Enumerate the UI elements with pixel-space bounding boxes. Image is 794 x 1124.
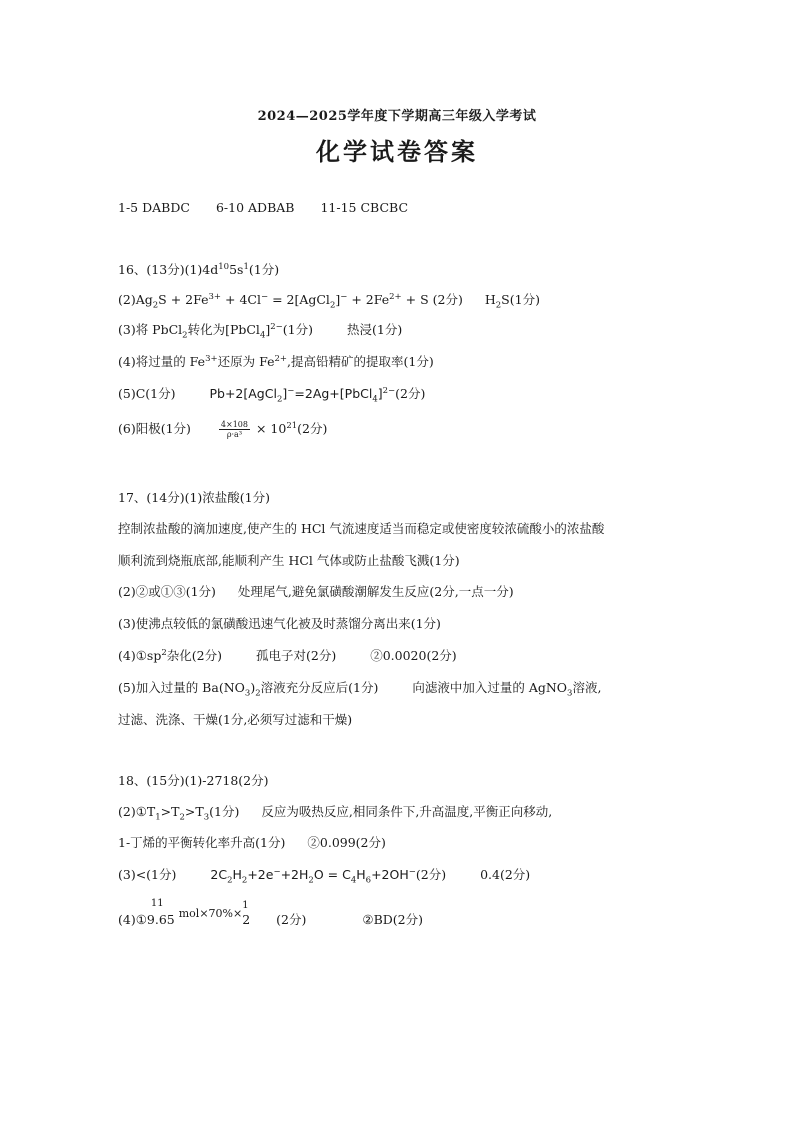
q18-header: 18、(15分)(1)-2718(2分)	[118, 773, 269, 788]
page-title: 化学试卷答案	[316, 137, 478, 166]
q18-part4: (4)① 11 9.65 mol×70%× 1 2 (2分) ②BD(2分)	[118, 898, 423, 927]
mc-group3-answers: CBCBC	[360, 200, 409, 215]
mc-group2-answers: ADBAB	[248, 200, 295, 215]
q16-part4: (4)将过量的 $Fe^{3+}$还原为 $Fe^{2+}$,提高铅精矿的提取率(1分)	[118, 353, 434, 369]
mc-group3-label: 11-15	[320, 200, 357, 215]
q16-part6: (6)阳极(1分) $\frac{4\times 108}{\text{ρ·a³}}$ × $10^{21}(2$分)	[118, 420, 328, 439]
mc-group2-label: 6-10	[215, 200, 245, 215]
mc-group1-label: 1-5	[118, 200, 139, 215]
exam-subtitle: 2024—2025学年度下学期高三年级入学考试	[257, 109, 537, 124]
q17-part3: (3)使沸点较低的氯磺酸迅速气化被及时蒸馏分离出来(1分)	[118, 616, 441, 631]
mc-group1-answers: DABDC	[142, 200, 190, 215]
q18-fraction-half: 1 2	[242, 900, 251, 927]
q17-header: 17、(14分)(1)浓盐酸(1分)	[118, 490, 270, 505]
q18-part2: $(2)①T_1>T_2>T_3(1$分) 反应为吸热反应,相同条件下,升高温度,平衡正向移动,	[118, 804, 553, 823]
q18-fraction-11: 11 9.65	[146, 898, 175, 927]
q16-part3: (3)将 PbCl$_2$转化为[PbCl$_4$]$^{2-}$(1分) 热浸(1分)	[118, 321, 403, 341]
q17-line3: 顺利流到烧瓶底部,能顺利产生 HCl 气体或防止盐酸飞溅(1分)	[118, 553, 460, 568]
q16-part5: (5)C(1分) Pb+2[AgCl$_2$]−=2Ag+[PbCl$_4$]$^{2-}$(2分)	[118, 385, 426, 405]
q17-part2: (2)②或①③(1分) 处理尾气,避免氯磺酸潮解发生反应(2分,一点一分)	[118, 584, 514, 599]
q16-part2: $(2)Ag_2S + 2Fe^{3+} + 4Cl^-$ = 2[AgCl$_2$]− + $2Fe^{2+} + S$ (2分) $H_2S(1$分)	[118, 291, 540, 311]
mc-answers	[118, 200, 408, 216]
q16-fraction: $\frac{4\times 108}{\text{ρ·a³}}$	[220, 420, 248, 439]
q17-line2: 控制浓盐酸的滴加速度,使产生的 HCl 气流速度适当而稳定或使密度较浓硫酸小的浓盐酸	[118, 521, 605, 536]
q17-line8: 过滤、洗涤、干燥(1分,必须写过滤和干燥)	[118, 712, 353, 727]
q16-header: 16、(13分)$(1)4d^{10}5s^1(1$分)	[118, 261, 280, 277]
q17-part5: (5)加入过量的 $Ba(NO_3)_2$溶液充分反应后(1分) 向滤液中加入过量的 AgNO$_3$溶液,	[118, 680, 602, 699]
q17-part4: $(4)①sp^2$杂化(2分) 孤电子对(2分) ②0.0020(2分)	[118, 647, 457, 663]
q18-part3: (3)<(1分) $2C_2H_2+2e^-+2H_2O = C_4H_6+2OH^-(2$分) 0.4(2分)	[118, 866, 531, 886]
q18-line3: 1-丁烯的平衡转化率升高(1分) ②0.099(2分)	[118, 835, 386, 850]
